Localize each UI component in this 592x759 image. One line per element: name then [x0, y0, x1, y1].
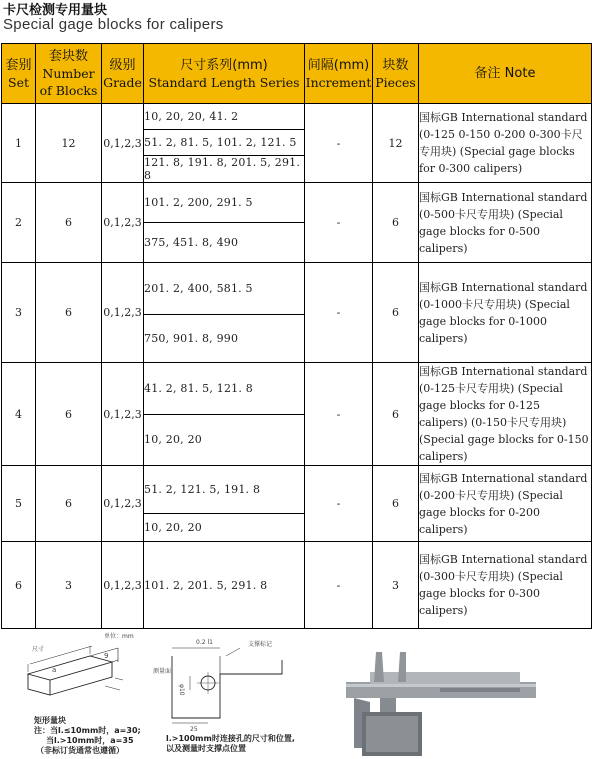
cell-set: 1 — [2, 104, 36, 183]
header-blocks: 套块数 Number of Blocks — [36, 44, 102, 104]
cell-blocks: 12 — [36, 104, 102, 183]
cell-note: 国标GB International standard (0-300卡尺专用块) (Special gage blocks for 0-300 calipers) — [419, 542, 592, 629]
table-row — [2, 263, 592, 315]
cell-note: 国标GB International standard (0-200卡尺专用块) (Special gage blocks for 0-200 calipers) — [419, 466, 592, 542]
cell-blocks: 6 — [36, 466, 102, 542]
fig2-dim-phi: φ10 — [178, 684, 185, 696]
table-row — [2, 466, 592, 514]
cell-length: 41. 2, 81. 5, 121. 8 — [144, 363, 305, 415]
cell-length: 201. 2, 400, 581. 5 — [144, 263, 305, 315]
page-title-cn: 卡尺检测专用量块 — [3, 3, 108, 18]
cell-set: 4 — [2, 363, 36, 466]
cell-increment: - — [305, 466, 373, 542]
cell-increment: - — [305, 363, 373, 466]
cell-length: 51. 2, 81. 5, 101. 2, 121. 5 — [144, 130, 305, 156]
cell-pieces: 6 — [373, 183, 419, 263]
cell-set: 2 — [2, 183, 36, 263]
cell-note: 国标GB International standard (0-1000卡尺专用块) (Special gage blocks for 0-1000 calipers) — [419, 263, 592, 363]
table-row — [2, 542, 592, 629]
cell-grade: 0,1,2,3 — [102, 263, 144, 363]
cell-set: 5 — [2, 466, 36, 542]
header-length: 尺寸系列(mm) Standard Length Series — [144, 44, 305, 104]
fig1-size-label: 尺寸 — [32, 646, 45, 653]
fig1-caption-4: （非标订货通常也遵循） — [36, 746, 124, 755]
cell-pieces: 6 — [373, 263, 419, 363]
cell-set: 3 — [2, 263, 36, 363]
cell-pieces: 12 — [373, 104, 419, 183]
cell-increment: - — [305, 542, 373, 629]
cell-grade: 0,1,2,3 — [102, 183, 144, 263]
header-increment: 间隔(mm) Increment — [305, 44, 373, 104]
cell-length: 10, 20, 20 — [144, 514, 305, 542]
header-set: 套别 Set — [2, 44, 36, 104]
connection-hole-diagram — [150, 638, 290, 728]
cell-pieces: 6 — [373, 363, 419, 466]
cell-length: 375, 451. 8, 490 — [144, 223, 305, 263]
cell-note: 国标GB International standard (0-125 0-150 0-200 0-300卡尺专用块) (Special gage blocks for 0-300 calipers) — [419, 104, 592, 183]
cell-length: 101. 2, 201. 5, 291. 8 — [144, 542, 305, 629]
cell-grade: 0,1,2,3 — [102, 542, 144, 629]
fig2-dim-top: 0.2 l1 — [196, 639, 213, 646]
header-note: 备注 Note — [419, 44, 592, 104]
fig1-dim-9: 9 — [104, 652, 109, 660]
fig1-dim-a: a — [52, 666, 57, 674]
caliper-photo — [340, 642, 540, 758]
fig2-caption-2: 以及测量时支撑点位置 — [166, 744, 246, 753]
cell-blocks: 6 — [36, 183, 102, 263]
fig1-caption-2: 注：当l.≤10mm时，a=30; — [34, 726, 141, 735]
cell-increment: - — [305, 183, 373, 263]
cell-grade: 0,1,2,3 — [102, 104, 144, 183]
cell-set: 6 — [2, 542, 36, 629]
fig1-caption-3: 当l.>10mm时，a=35 — [46, 736, 134, 745]
cell-increment: - — [305, 263, 373, 363]
table-row — [2, 104, 592, 130]
cell-pieces: 3 — [373, 542, 419, 629]
cell-length: 121. 8, 191. 8, 201. 5, 291. 8 — [144, 156, 305, 183]
fig1-caption-1: 矩形量块 — [34, 716, 66, 725]
cell-length: 750, 901. 8, 990 — [144, 315, 305, 363]
cell-length: 51. 2, 121. 5, 191. 8 — [144, 466, 305, 514]
header-pieces: 块数 Pieces — [373, 44, 419, 104]
table-header-row — [2, 44, 592, 104]
fig2-dim-25: 25 — [190, 726, 198, 733]
cell-blocks: 6 — [36, 363, 102, 466]
page-title-en: Special gage blocks for calipers — [3, 16, 224, 33]
fig2-caption-1: l.>100mm时连接孔的尺寸和位置, — [166, 734, 295, 743]
table-row — [2, 183, 592, 223]
cell-length: 10, 20, 20, 41. 2 — [144, 104, 305, 130]
spec-table — [1, 43, 592, 629]
fig2-measure-label: 测量面 — [153, 668, 172, 675]
fig2-support-label: 支撑标记 — [248, 641, 273, 648]
cell-length: 10, 20, 20 — [144, 414, 305, 466]
cell-blocks: 3 — [36, 542, 102, 629]
cell-note: 国标GB International standard (0-125卡尺专用块) (Special gage blocks for 0-125 calipers) (0-150卡尺专用块) (Special gage blocks for 0-150 calipers) — [419, 363, 592, 466]
table-row — [2, 363, 592, 415]
cell-note: 国标GB International standard (0-500卡尺专用块) (Special gage blocks for 0-500 calipers) — [419, 183, 592, 263]
cell-grade: 0,1,2,3 — [102, 363, 144, 466]
cell-increment: - — [305, 104, 373, 183]
cell-blocks: 6 — [36, 263, 102, 363]
cell-pieces: 6 — [373, 466, 419, 542]
figures-area — [0, 628, 592, 759]
cell-grade: 0,1,2,3 — [102, 466, 144, 542]
cell-length: 101. 2, 200, 291. 5 — [144, 183, 305, 223]
fig1-unit-label: 单位：mm — [104, 633, 134, 640]
header-grade: 级别 Grade — [102, 44, 144, 104]
